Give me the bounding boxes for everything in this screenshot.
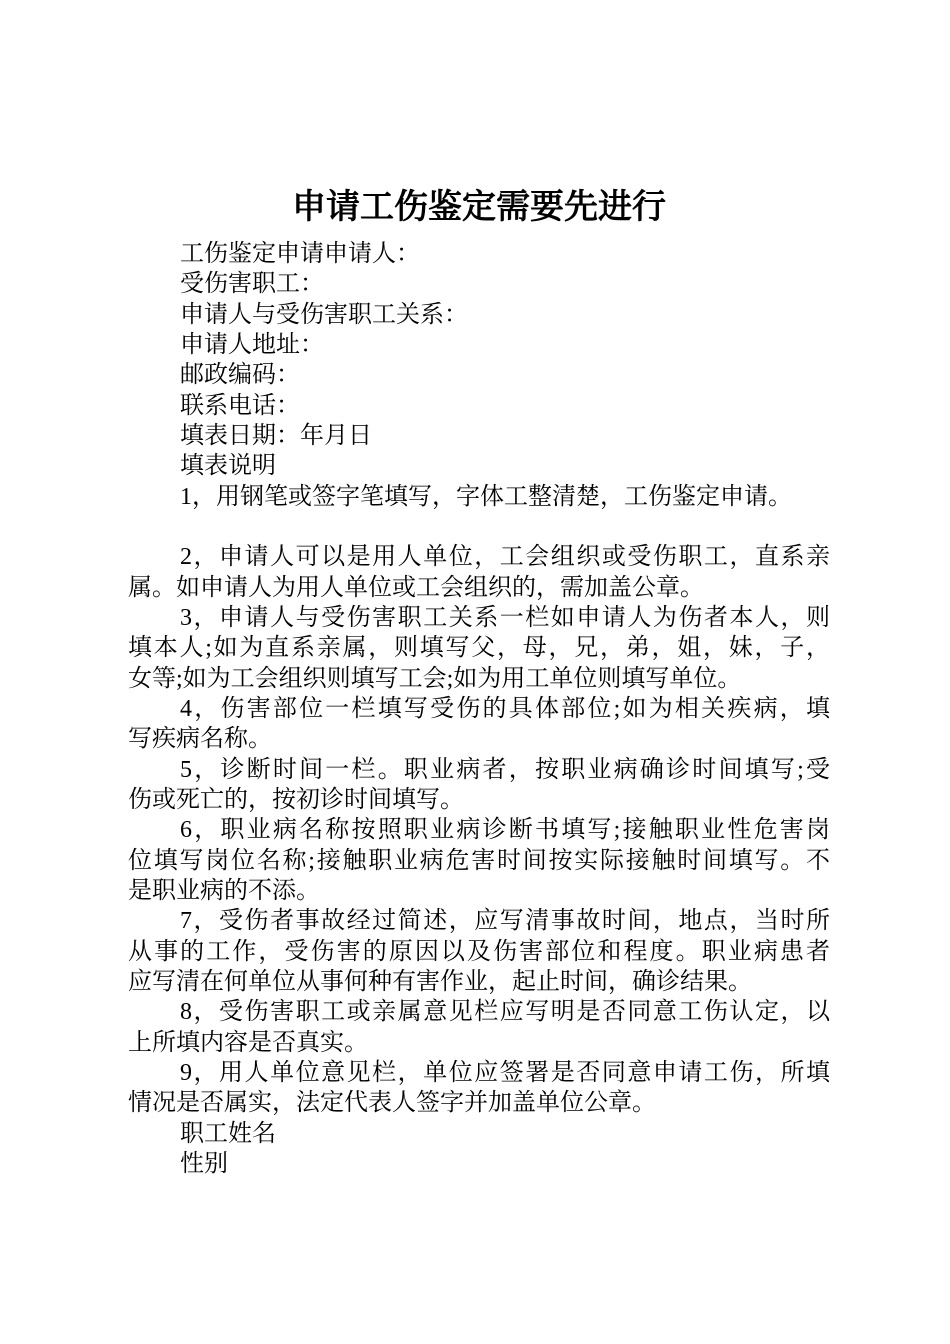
instruction-line: 情况是否属实，法定代表人签字并加盖单位公章。 (128, 1090, 656, 1117)
instruction-item-7 (128, 906, 830, 997)
instruction-line: 属。如申请人为用人单位或工会组织的，需加盖公章。 (128, 574, 704, 601)
instruction-line: 1，用钢笔或签字笔填写，字体工整清楚，工伤鉴定申请。 (180, 483, 792, 510)
instruction-item-1 (128, 482, 830, 512)
instruction-line: 是职业病的不添。 (128, 877, 320, 904)
field-worker-name: 职工姓名 (180, 1120, 276, 1147)
document-title: 申请工伤鉴定需要先进行 (292, 189, 666, 226)
applicant-fields (128, 239, 830, 451)
instruction-item-4 (128, 694, 830, 755)
instruction-line: 上所填内容是否真实。 (128, 1029, 368, 1056)
trailing-fields (128, 1119, 830, 1180)
instructions-heading: 填表说明 (180, 453, 276, 480)
field-relationship: 申请人与受伤害职工关系： (180, 301, 468, 328)
field-phone: 联系电话： (180, 392, 300, 419)
document-body (128, 239, 830, 1179)
blank-line (128, 512, 830, 542)
instruction-line: 3，申请人与受伤害职工关系一栏如申请人为伤者本人，则 (180, 604, 830, 631)
instruction-item-9 (128, 1058, 830, 1119)
field-applicant: 工伤鉴定申请申请人： (180, 241, 420, 267)
field-address: 申请人地址： (180, 331, 324, 358)
instruction-line: 9，用人单位意见栏，单位应签署是否同意申请工伤，所填 (180, 1059, 830, 1086)
instruction-item-8 (128, 997, 830, 1058)
instruction-item-5 (128, 755, 830, 816)
instruction-line: 6，职业病名称按照职业病诊断书填写;接触职业性危害岗 (180, 817, 830, 844)
instruction-line: 写疾病名称。 (128, 726, 272, 753)
instruction-line: 7，受伤者事故经过简述，应写清事故时间，地点，当时所 (180, 908, 830, 935)
instruction-line: 位填写岗位名称;接触职业病危害时间按实际接触时间填写。不 (128, 847, 830, 874)
instruction-line: 2，申请人可以是用人单位，工会组织或受伤职工，直系亲 (180, 544, 830, 571)
instruction-line: 女等;如为工会组织则填写工会;如为用工单位则填写单位。 (128, 665, 742, 692)
instruction-line: 5，诊断时间一栏。职业病者，按职业病确诊时间填写;受 (180, 756, 830, 783)
instruction-line: 填本人;如为直系亲属，则填写父，母，兄，弟，姐，妹，子， (128, 635, 830, 662)
instruction-line: 伤或死亡的，按初诊时间填写。 (128, 786, 464, 813)
instruction-line: 4，伤害部位一栏填写受伤的具体部位;如为相关疾病，填 (180, 695, 830, 722)
instruction-line: 从事的工作，受伤害的原因以及伤害部位和程度。职业病患者 (128, 938, 830, 965)
instruction-item-3 (128, 603, 830, 694)
field-postal-code: 邮政编码： (180, 362, 300, 389)
field-gender: 性别 (180, 1150, 228, 1177)
instruction-line: 8，受伤害职工或亲属意见栏应写明是否同意工伤认定，以 (180, 999, 830, 1026)
field-fill-date: 填表日期：年月日 (180, 422, 372, 449)
instruction-line: 应写清在何单位从事何种有害作业，起止时间，确诊结果。 (128, 968, 752, 995)
instruction-item-6 (128, 815, 830, 906)
instruction-item-2 (128, 542, 830, 603)
field-injured-worker: 受伤害职工： (180, 271, 324, 298)
